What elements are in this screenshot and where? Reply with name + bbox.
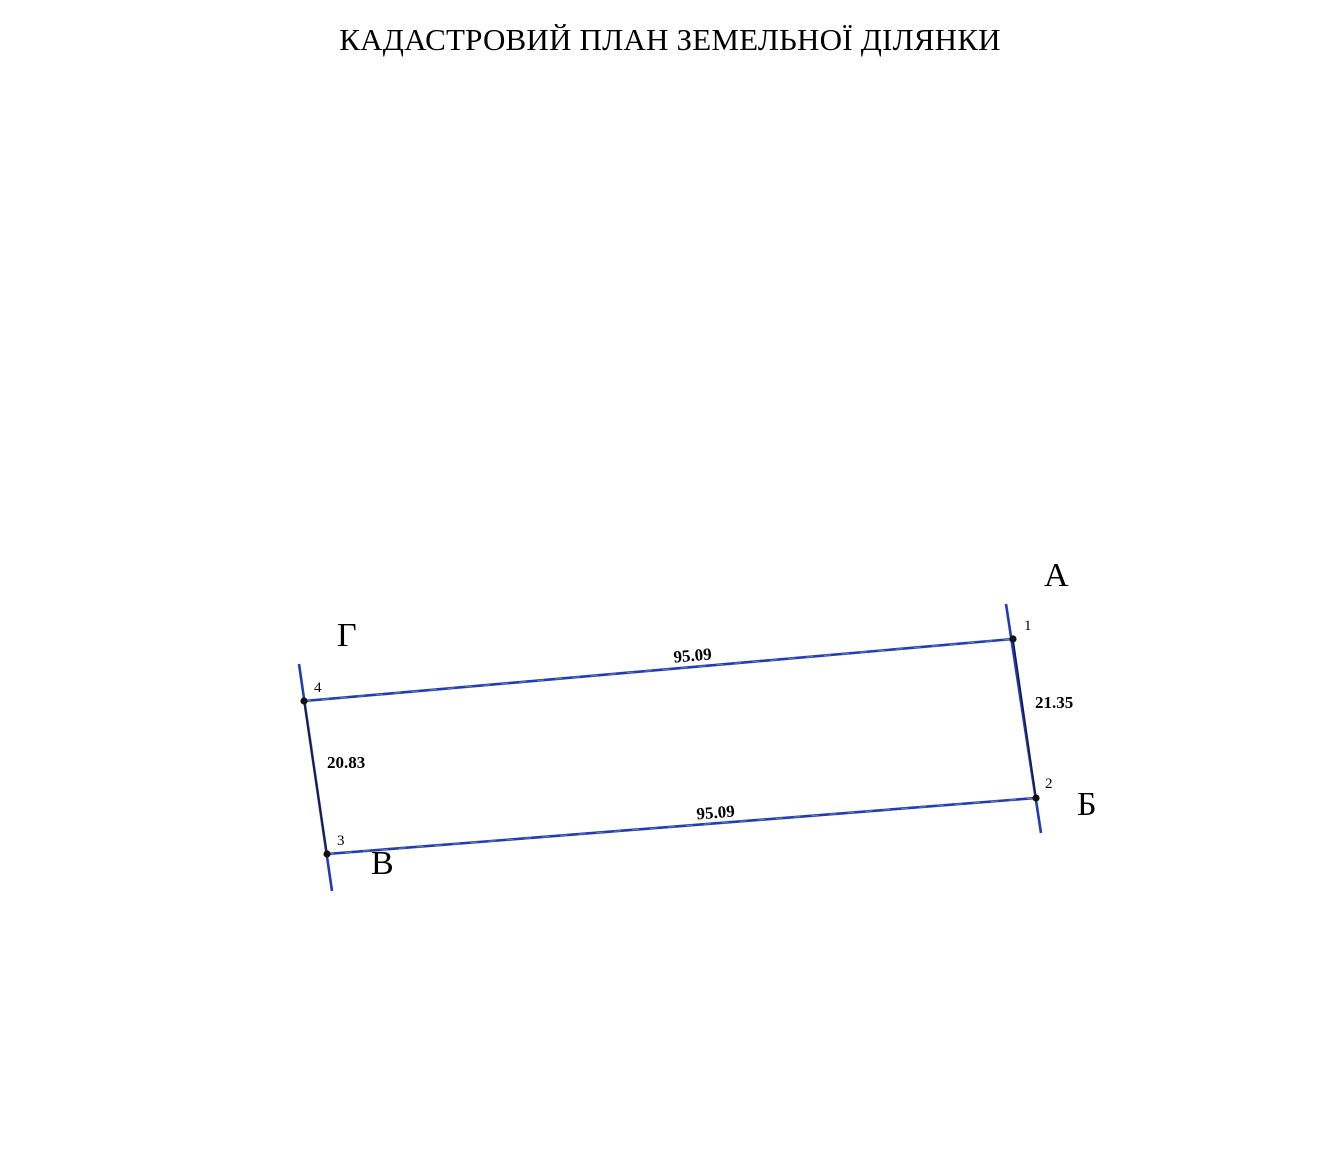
corner-label-b: Б [1077,786,1097,823]
right-side-line [1013,639,1036,798]
left-side-length: 20.83 [327,753,366,772]
vertex-4-point [300,697,307,704]
corner-label-g: Г [337,617,357,654]
vertex-1-point [1009,635,1016,642]
vertex-2-point [1032,794,1039,801]
corner-label-v: В [371,845,394,882]
left-side-line [304,701,327,854]
vertex-3-point [323,850,330,857]
bottom-side-length: 95.09 [695,801,736,824]
top-side-length: 95.09 [672,644,713,667]
bottom-side-line [327,798,1036,854]
vertex-1-number: 1 [1024,618,1032,634]
top-side-line [304,639,1013,701]
vertex-3-number: 3 [337,833,345,849]
page-title: КАДАСТРОВИЙ ПЛАН ЗЕМЕЛЬНОЇ ДІЛЯНКИ [339,22,1001,57]
right-side-length: 21.35 [1035,693,1074,712]
corner-label-a: А [1044,557,1069,594]
vertex-2-number: 2 [1045,776,1053,792]
vertex-4-number: 4 [314,680,322,696]
